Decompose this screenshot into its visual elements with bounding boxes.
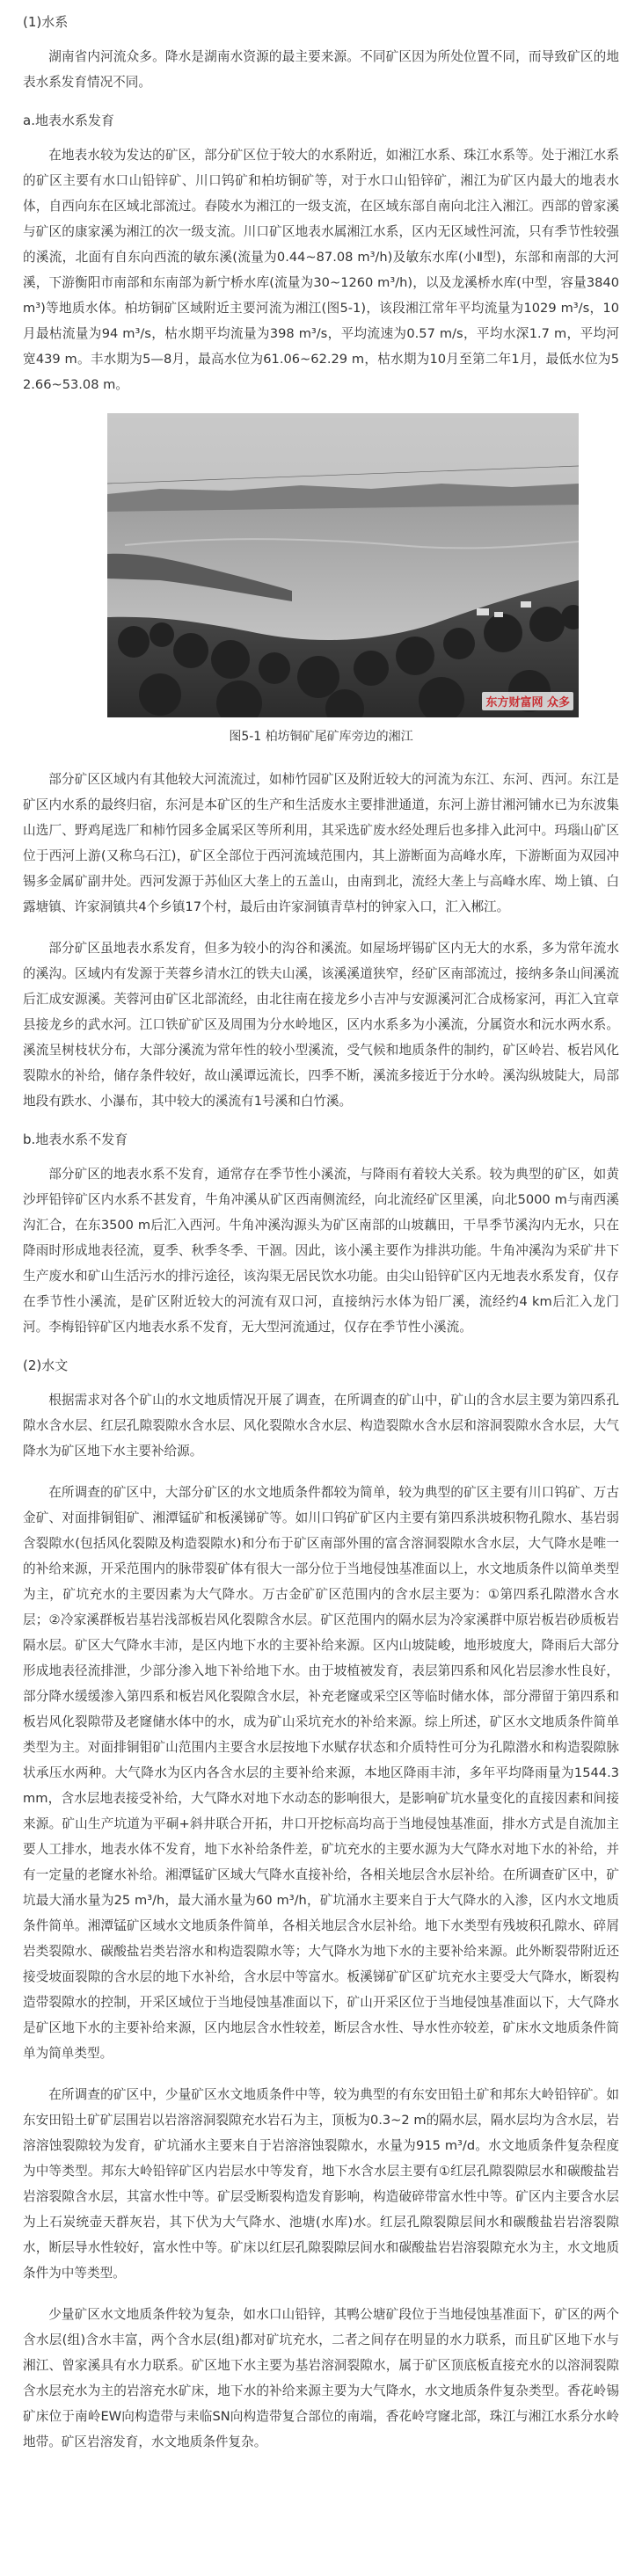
- section-heading-hydrology: (2)水文: [23, 1357, 69, 1373]
- section-heading-water-system: (1)水系: [23, 14, 69, 30]
- paragraph-developed-1: 在地表水较为发达的矿区，部分矿区位于较大的水系附近，如湘江水系、珠江水系等。处于湘江水系的矿区主要有水口山铅锌矿、川口钨矿和柏坊铜矿等，对于水口山铅锌矿，湘江为矿区内最大的地表水体，自西向东在区域北部流过。舂陵水为湘江的一级支流，在区域东部自南向北注入湘江。西部的曾家溪与矿区的康家溪为湘江的次一级支流。川口矿区地表水属湘江水系，区内无区域性河流，只有季节性较强的溪流，北面有自东向西流的敏东溪(流量为0.44~87.08 m³/h)及敏东水库(小Ⅱ型)，东部和南部的大河溪，下游衡阳市南部和东南部为新宁桥水库(流量为30~1260 m³/h)，以及龙溪桥水库(中型，容量3840 m³)等地质水体。柏坊铜矿区域附近主要河流为湘江(图5-1)，该段湘江常年平均流量为1029 m³/s，10月最枯流量为94 m³/s，枯水期平均流量为398 m³/s，平均流速为0.57 m/s，平均水深1.7 m，平均河宽439 m。丰水期为5—8月，最高水位为61.06~62.29 m，枯水期为10月至第二年1月，最低水位为52.66~53.08 m。: [23, 148, 619, 392]
- paragraph-hydrology-2: 在所调查的矿区中，大部分矿区的水文地质条件都较为简单，较为典型的矿区主要有川口钨矿、万古金矿、对面排铜钼矿、湘潭锰矿和板溪锑矿等。如川口钨矿矿区内主要有第四系洪坡积物孔隙水、基岩弱含裂隙水(包括风化裂隙及构造裂隙水)和分布于矿区南部外围的富含溶洞裂隙水含水层，大气降水是唯一的补给来源，开采范围内的脉带裂矿体有很大一部分位于当地侵蚀基准面以上，水文地质条件以简单类型为主，矿坑充水的主要因素为大气降水。万古金矿矿区范围内的含水层主要为：①第四系孔隙潜水含水层；②冷家溪群板岩基岩浅部板岩风化裂隙含水层。矿区范围内的隔水层为冷家溪群中原岩板岩砂质板岩隔水层。矿区大气降水丰沛，是区内地下水的主要补给来源。区内山坡陡峻，地形坡度大，降雨后大部分形成地表径流排泄，少部分渗入地下补给地下水。由于坡植被发育，表层第四系和风化岩层渗水性良好，部分降水缓缓渗入第四系和板岩风化裂隙含水层，补充老窿或采空区等临时储水体，部分滞留于第四系和板岩风化裂隙带及老窿储水体中的水，成为矿山采坑充水的补给来源。综上所述，矿区水文地质条件简单类型为主。对面排铜钼矿山范围内主要含水层按地下水赋存状态和介质特性可分为孔隙潜水和构造裂隙脉状承压水两种。大气降水为区内各含水层的主要补给来源，本地区降雨丰沛，多年平均降雨量为1544.3 mm，含水层地表接受补给，大气降水对地下水动态的影响很大，是影响矿坑水量变化的直接因素和间接来源。矿山生产坑道为平硐+斜井联合开拓，井口开挖标高均高于当地侵蚀基准面，排水方式是自流加主要人工排水，地表水体不发育，地下水补给条件差，矿坑充水的主要水源为大气降水对地下水的补给，并有一定量的老窿水补给。湘潭锰矿区域大气降水直接补给，各相关地层含水层补给。在所调查矿区中，矿坑最大涌水量为25 m³/h，最大涌水量为60 m³/h，矿坑涌水主要来自于大气降水的入渗，区内水文地质条件简单。湘潭锰矿区域水文地质条件简单，各相关地层含水层补给。地下水类型有残坡积孔隙水、碎屑岩类裂隙水、碳酸盐岩类岩溶水和构造裂隙水等；大气降水为地下水的主要补给来源。此外断裂带附近还接受坡面裂隙的含水层的地下水补给，含水层中等富水。板溪锑矿矿区矿坑充水主要受大气降水，断裂构造带裂隙水的控制，开采区域位于当地侵蚀基准面以下，矿山开采区位于当地侵蚀基准面以下，大气降水是矿区地下水的主要补给来源，区内地层含水性较差，断层含水性、导水性亦较差，矿床水文地质条件简单为简单类型。: [23, 1485, 619, 2061]
- figure: [107, 413, 579, 717]
- figure-caption: 图5-1 柏坊铜矿尾矿库旁边的湘江: [229, 730, 413, 744]
- photo-watermark: 东方财富网 众多: [482, 692, 573, 710]
- paragraph-developed-2: 部分矿区区域内有其他较大河流流过，如柿竹园矿区及附近较大的河流为东江、东河、西河。东江是矿区内水系的最终归宿，东河是本矿区的生产和生活废水主要排泄通道，东河上游甘湘河铺水已为东波集山选厂、野鸡尾选厂和柿竹园多金属采区等所利用，其采选矿废水经处理后也多排入此河中。玛瑙山矿区位于西河上游(又称乌石江)，矿区全部位于西河流域范围内，其上游断面为高峰水库，下游断面为双园冲锡多金属矿副井处。西河发源于苏仙区大垄上的五盖山，由南到北，流经大垄上与高峰水库、坳上镇、白露塘镇、许家洞镇共4个乡镇17个村，最后由许家洞镇青草村的钟家入口，汇入郴江。: [23, 772, 619, 914]
- paragraph-developed-3: 部分矿区虽地表水系发育，但多为较小的沟谷和溪流。如屋场坪锡矿区内无大的水系，多为常年流水的溪沟。区域内有发源于芙蓉乡清水江的铁夫山溪，该溪溪道狭窄，经矿区南部流过，接纳多条山间溪流后汇成安源溪。芙蓉河由矿区北部流经，由北往南在接龙乡小吉冲与安源溪河汇合成杨家河，再汇入宜章县接龙乡的武水河。江口铁矿矿区及周围为分水岭地区，区内水系多为小溪流，分属资水和沅水两水系。溪流呈树枝状分布，大部分溪流为常年性的较小型溪流，受气候和地质条件的制约，矿区岭岩、板岩风化裂隙水的补给，储存条件较好，故山溪谭远流长，四季不断，溪流多接近于分水岭。溪沟纵坡陡大，局部地段有跌水、小瀑布，其中较大的溪流有1号溪和白竹溪。: [23, 941, 619, 1109]
- paragraph-hydrology-4: 少量矿区水文地质条件较为复杂，如水口山铅锌，其鸭公塘矿段位于当地侵蚀基准面下，矿区的两个含水层(组)含水丰富，两个含水层(组)都对矿坑充水，二者之间存在明显的水力联系，而且矿区地下水与湘江、曾家溪具有水力联系。矿区地下水主要为基岩溶洞裂隙水，属于矿区顶底板直接充水的以溶洞裂隙含水层充水为主的岩溶充水矿床，地下水的补给来源主要为大气降水，水文地质条件复杂类型。香花岭锡矿床位于南岭EW向构造带与耒临SN向构造带复合部位的南端，香花岭穹窿北部，珠江与湘江水系分水岭地带。矿区岩溶发育，水文地质条件复杂。: [23, 2307, 619, 2449]
- river-photo: [107, 413, 579, 717]
- river-photo-drawing: [107, 413, 579, 717]
- subheading-developed: a.地表水系发育: [23, 113, 114, 128]
- paragraph-hydrology-3: 在所调查的矿区中，少量矿区水文地质条件中等，较为典型的有东安田铅土矿和邦东大岭铅锌矿。如东安田铅土矿矿层围岩以岩溶溶洞裂隙充水岩石为主，顶板为0.3~2 m的隔水层，隔水层均为含水层，岩溶溶蚀裂隙较为发育，矿坑涌水主要来自于岩溶溶蚀裂隙水，水量为915 m³/d。水文地质条件复杂程度为中等类型。邦东大岭铅锌矿区内岩层水中等发育，地下水含水层主要有①红层孔隙裂隙层水和碳酸盐岩岩溶裂隙含水层，其富水性中等。矿层受断裂构造发育影响，构造破碎带富水性中等。矿区内主要含水层为上石炭统壶天群灰岩，其下伏为大气降水、池塘(水库)水。红层孔隙裂隙层间水和碳酸盐岩岩溶裂隙水，断层导水性较好，富水性中等。矿床以红层孔隙裂隙层间水和碳酸盐岩岩溶裂隙充水为主，水文地质条件为中等类型。: [23, 2087, 619, 2281]
- subheading-undeveloped: b.地表水系不发育: [23, 1132, 128, 1147]
- paragraph-hydrology-1: 根据需求对各个矿山的水文地质情况开展了调查，在所调查的矿山中，矿山的含水层主要为第四系孔隙水含水层、红层孔隙裂隙水含水层、风化裂隙水含水层、构造裂隙水含水层和溶洞裂隙水含水层，大气降水为矿区地下水主要补给源。: [23, 1393, 619, 1459]
- paragraph-water-intro: 湖南省内河流众多。降水是湖南水资源的最主要来源。不同矿区因为所处位置不同，而导致矿区的地表水系发育情况不同。: [23, 49, 619, 90]
- paragraph-undeveloped: 部分矿区的地表水系不发育，通常存在季节性小溪流，与降雨有着较大关系。较为典型的矿区，如黄沙坪铅锌矿区内水系不甚发育，牛角冲溪从矿区西南侧流经，向北流经矿区里溪，向北5000 m与南西溪沟汇合，在东3500 m后汇入西河。牛角冲溪沟源头为矿区南部的山坡藕田，干旱季节溪沟内无水，只在降雨时形成地表径流，夏季、秋季冬季、干涸。因此，该小溪主要作为排洪功能。牛角冲溪沟为采矿井下生产废水和矿山生活污水的排污途径，该沟渠无居民饮水功能。由尖山铅锌矿区内无地表水系发育，仅存在季节性小溪流，是矿区附近较大的河流有双口河，直接纳污水体为铅厂溪，流经约4 km后汇入龙门河。李梅铅锌矿区内地表水系不发育，无大型河流通过，仅存在季节性小溪流。: [23, 1167, 619, 1335]
